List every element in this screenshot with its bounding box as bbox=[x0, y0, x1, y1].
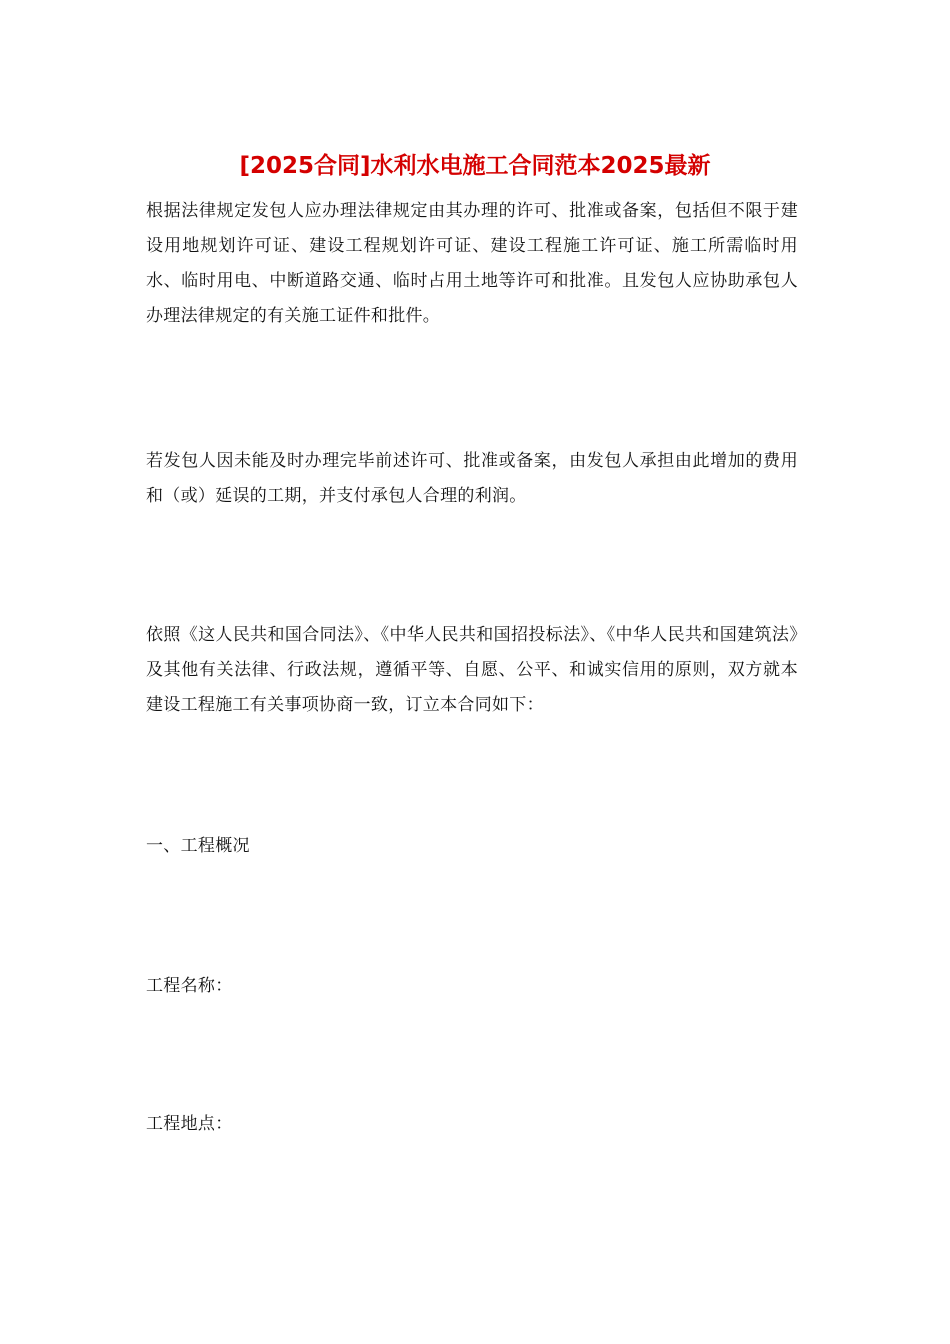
section-heading-project-overview: 一、工程概况 bbox=[146, 836, 250, 856]
paragraph-delay-liability: 若发包人因未能及时办理完毕前述许可、批准或备案，由发包人承担由此增加的费用和（或）延误的工期，并支付承包人合理的利润。 bbox=[146, 451, 798, 506]
paragraph-permits: 根据法律规定发包人应办理法律规定由其办理的许可、批准或备案，包括但不限于建设用地规划许可证、建设工程规划许可证、建设工程施工许可证、施工所需临时用水、临时用电、中断道路交通、临时占用土地等许可和批准。且发包人应协助承包人办理法律规定的有关施工证件和批件。 bbox=[146, 201, 798, 326]
field-project-location: 工程地点： bbox=[146, 1114, 233, 1134]
paragraph-legal-basis: 依照《这人民共和国合同法》、《中华人民共和国招投标法》、《中华人民共和国建筑法》及其他有关法律、行政法规，遵循平等、自愿、公平、和诚实信用的原则，双方就本建设工程施工有关事项协商一致，订立本合同如下： bbox=[146, 625, 798, 715]
field-project-name: 工程名称： bbox=[146, 976, 233, 996]
document-title: [2025合同]水利水电施工合同范本2025最新 bbox=[239, 153, 711, 179]
